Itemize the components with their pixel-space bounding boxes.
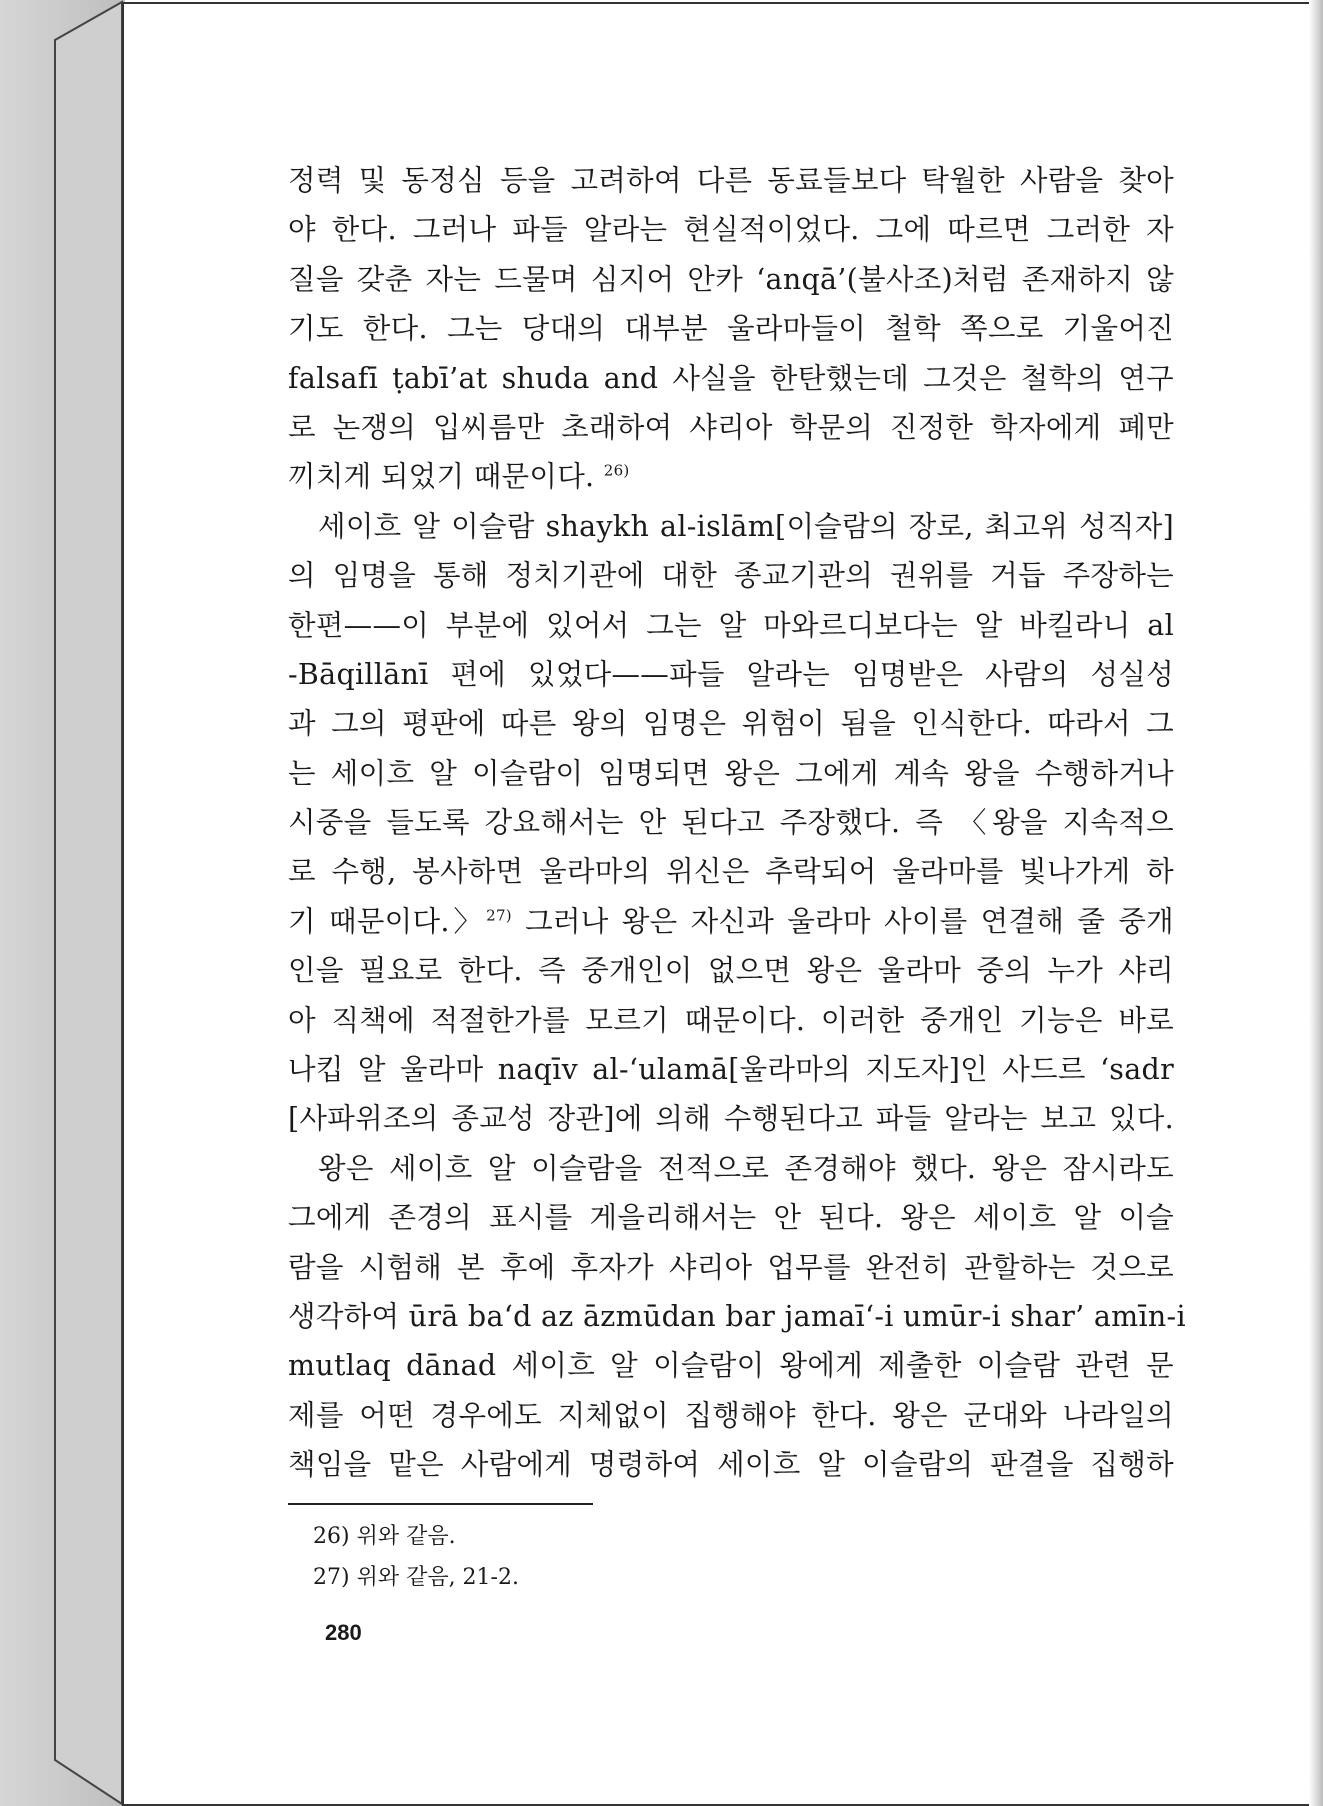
- text-line: [288, 452, 1174, 501]
- text-line: 야 한다. 그러나 파들 알라는 현실적이었다. 그에 따르면 그러한 자: [288, 213, 1174, 247]
- text-line: 시중을 들도록 강요해서는 안 된다고 주장했다. 즉 〈왕을 지속적으: [288, 806, 1174, 840]
- footnotes: [313, 1516, 519, 1598]
- text-line: 인을 필요로 한다. 즉 중개인이 없으면 왕은 울라마 중의 누가 샤리: [288, 954, 1174, 988]
- text-line: falsafī ṭabī’at shuda and 사실을 한탄했는데 그것은 철학의 연구: [288, 361, 1174, 395]
- footnote: 26) 위와 같음.: [313, 1524, 456, 1549]
- paragraph-start: 왕은 세이흐 알 이슬람을 전적으로 존경해야 했다. 왕은 잠시라도: [318, 1151, 1174, 1185]
- text-line: 과 그의 평판에 따른 왕의 임명은 위험이 됨을 인식한다. 따라서 그: [288, 707, 1174, 741]
- page-number: 280: [325, 1620, 362, 1645]
- text-line: 책임을 맡은 사람에게 명령하여 세이흐 알 이슬람의 판결을 집행하: [288, 1448, 1174, 1482]
- book-edge-graphic: [0, 0, 125, 1806]
- text-line: 제를 어떤 경우에도 지체없이 집행해야 한다. 왕은 군대와 나라일의: [288, 1398, 1174, 1432]
- text-line: [사파위조의 종교성 장관]에 의해 수행된다고 파들 알라는 보고 있다.: [288, 1102, 1174, 1136]
- text-line: -Bāqillānī 편에 있었다——파들 알라는 임명받은 사람의 성실성: [288, 657, 1174, 691]
- text-line: 로 수행, 봉사하면 울라마의 위신은 추락되어 울라마를 빛나가게 하: [288, 855, 1174, 889]
- footnote-divider: [288, 1503, 593, 1505]
- footnote: 27) 위와 같음, 21-2.: [313, 1565, 519, 1590]
- text-line-content: 기 때문이다.〉: [288, 904, 487, 938]
- text-line: 는 세이흐 알 이슬람이 임명되면 왕은 그에게 계속 왕을 수행하거나: [288, 756, 1174, 790]
- text-line-content: 그러나 왕은 자신과 울라마 사이를 연결해 줄 중개: [511, 904, 1174, 938]
- text-line: mutlaq dānad 세이흐 알 이슬람이 왕에게 제출한 이슬람 관련 문: [288, 1349, 1174, 1383]
- body-text: [288, 156, 1186, 1490]
- text-line: 기도 한다. 그는 당대의 대부분 울라마들이 철학 쪽으로 기울어진: [288, 312, 1174, 346]
- page-edge-shadow: [1309, 0, 1323, 1806]
- text-line: 정력 및 동정심 등을 고려하여 다른 동료들보다 탁월한 사람을 찾아: [288, 164, 1174, 197]
- text-line: 질을 갖춘 자는 드물며 심지어 안카 ‘anqā’(불사조)처럼 존재하지 않: [288, 262, 1174, 296]
- text-line: 한편——이 부분에 있어서 그는 알 마와르디보다는 알 바킬라니 al: [288, 608, 1174, 642]
- text-line: [288, 897, 1174, 946]
- footnote-ref: 27): [486, 906, 512, 925]
- text-line: 아 직책에 적절한가를 모르기 때문이다. 이러한 중개인 기능은 바로: [288, 1003, 1174, 1037]
- paragraph-start: 세이흐 알 이슬람 shaykh al-islām[이슬람의 장로, 최고위 성직자]: [318, 509, 1174, 543]
- footnote-ref: 26): [603, 461, 630, 480]
- text-line: 생각하여 ūrā ba‘d az āzmūdan bar jamaī‘-i umūr-i shar’ amīn-i: [288, 1299, 1186, 1333]
- text-line: 나킵 알 울라마 naqīv al-‘ulamā[울라마의 지도자]인 사드르 ‘sadr: [288, 1053, 1174, 1087]
- text-line: 그에게 존경의 표시를 게을리해서는 안 된다. 왕은 세이흐 알 이슬: [288, 1201, 1174, 1235]
- text-line-content: 끼치게 되었기 때문이다.: [288, 460, 595, 494]
- text-line: 의 임명을 통해 정치기관에 대한 종교기관의 권위를 거듭 주장하는: [288, 559, 1174, 593]
- text-line: 람을 시험해 본 후에 후자가 샤리아 업무를 완전히 관할하는 것으로: [288, 1250, 1174, 1284]
- text-line: 로 논쟁의 입씨름만 초래하여 샤리아 학문의 진정한 학자에게 폐만: [288, 410, 1174, 444]
